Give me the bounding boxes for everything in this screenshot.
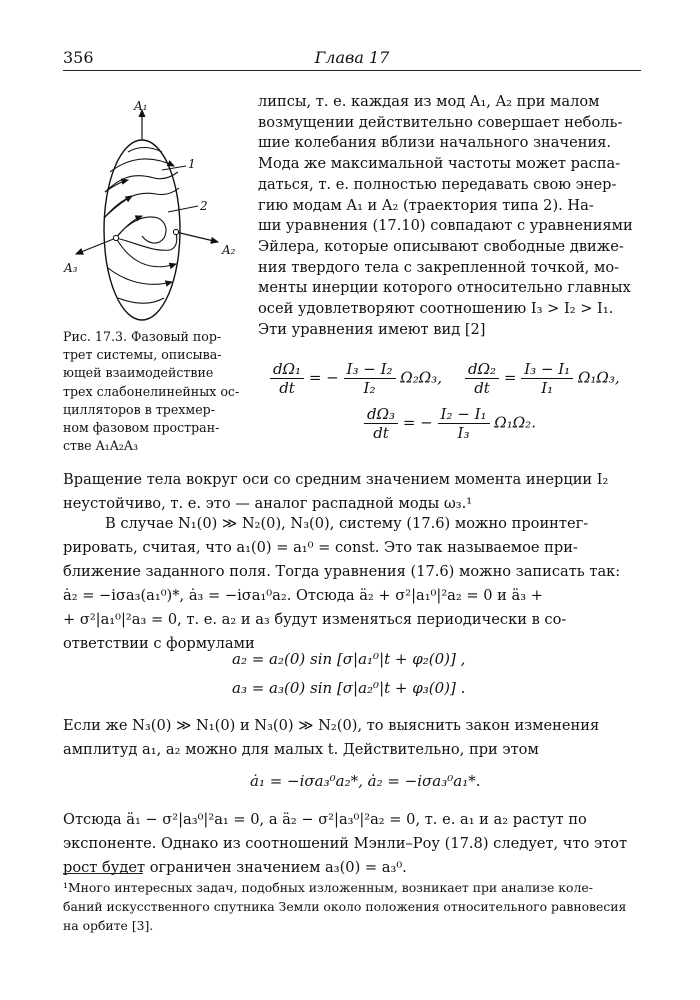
running-header xyxy=(63,46,641,71)
caption-line: Рис. 17.3. Фазовый пор- xyxy=(63,329,222,344)
footnote-line: ¹Много интересных задач, подобных изложенным, возникает при анализе коле- xyxy=(63,880,593,895)
label-2-pointer xyxy=(168,206,198,212)
text-line: даться, т. е. полностью передавать свою энер- xyxy=(258,175,617,193)
footnote-line: на орбите [3]. xyxy=(63,918,154,933)
label-trajectory-2: 2 xyxy=(200,199,208,213)
trajectory xyxy=(116,238,176,267)
phase-portrait-figure xyxy=(58,92,258,322)
label-1-pointer xyxy=(162,166,186,170)
label-a1: A₁ xyxy=(134,99,148,113)
trajectory xyxy=(105,172,178,192)
caption-line: цилляторов в трехмер- xyxy=(63,401,215,417)
text-line: + σ²|a₁⁰|²a₃ = 0, т. е. a₂ и a₃ будут изменяться периодически в со- xyxy=(63,611,567,628)
text-line: ближение заданного поля. Тогда уравнения (17.6) можно записать так: xyxy=(63,563,621,580)
caption-line: трех слабонелинейных ос- xyxy=(63,383,240,399)
text-line: осей удовлетворяют соотношению I₃ > I₂ > I₁. xyxy=(258,300,614,318)
solution-a3: a₃ = a₃(0) sin [σ|a₂⁰|t + φ₃(0)] . xyxy=(232,679,466,697)
trajectory xyxy=(118,298,164,303)
paragraph-exponential-growth xyxy=(63,808,641,880)
caption-line: стве A₁A₂A₃ xyxy=(63,438,138,454)
text-line: шие колебания вблизи начального значения. xyxy=(258,134,612,152)
right-column-text xyxy=(258,92,641,340)
derivative-equations: ȧ₁ = −iσa₃⁰a₂*, ȧ₂ = −iσa₃⁰a₁*. xyxy=(250,772,481,790)
axis-a2-arrow xyxy=(176,232,218,242)
solution-a2: a₂ = a₂(0) sin [σ|a₁⁰|t + φ₂(0)] , xyxy=(232,650,466,668)
text-line: экспоненте. Однако из соотношений Мэнли–Роу (17.8) следует, что этот xyxy=(63,835,628,852)
footnote-separator xyxy=(63,873,143,874)
text-line: неустойчиво, т. е. это — аналог распадной моды ω₃.¹ xyxy=(63,495,473,512)
text-line: липсы, т. е. каждая из мод A₁, A₂ при малом xyxy=(258,93,600,110)
saddle-point xyxy=(113,235,118,240)
axis-a3-arrow xyxy=(76,238,116,254)
caption-line: ном фазовом простран- xyxy=(63,420,220,436)
text-line: Эйлера, которые описывают свободные движе- xyxy=(258,237,624,255)
euler-equation-2: $\frac{\text{dΩ₂}}{dt}$ = $\frac{\text{I₃ − I₁}}{\text{I₁}}$ Ω₁Ω₃, xyxy=(465,360,620,397)
figure-caption xyxy=(63,328,243,455)
center-point xyxy=(173,229,178,234)
paragraph-small-t xyxy=(63,714,641,762)
caption-line: ющей взаимодействие xyxy=(63,365,214,381)
caption-line: трет системы, описыва- xyxy=(63,347,222,363)
text-line: амплитуд a₁, a₂ можно для малых t. Действительно, при этом xyxy=(63,741,539,758)
chapter-title: Глава 17 xyxy=(314,48,390,67)
footnote-line: баний искусственного спутника Земли около положения относительного равновесия xyxy=(63,899,627,914)
text-line: ȧ₂ = −iσa₃(a₁⁰)*, ȧ₃ = −iσa₁⁰a₂. Отсюда ä₂ + σ²|a₁⁰|²a₂ = 0 и ä₃ + xyxy=(63,587,543,604)
text-line: Мода же максимальной частоты может распа- xyxy=(258,155,621,173)
trajectory xyxy=(108,268,172,284)
paragraph-rotation xyxy=(63,468,641,516)
trajectory xyxy=(104,196,132,218)
text-line: ния твердого тела с закрепленной точкой, мо- xyxy=(258,258,620,276)
paragraph-given-field xyxy=(63,512,641,656)
text-line: менты инерции которого относительно главных xyxy=(258,279,631,297)
trajectory xyxy=(128,148,162,153)
euler-equation-3: $\frac{\text{dΩ₃}}{dt}$ = − $\frac{\text{I₂ − I₁}}{\text{I₃}}$ Ω₁Ω₂. xyxy=(364,405,536,442)
text-line: Эти уравнения имеют вид [2] xyxy=(258,320,486,338)
text-line: Если же N₃(0) ≫ N₁(0) и N₃(0) ≫ N₂(0), то выяснить закон изменения xyxy=(63,717,600,734)
text-line: Вращение тела вокруг оси со средним значением момента инерции I₂ xyxy=(63,471,609,488)
text-line: В случае N₁(0) ≫ N₂(0), N₃(0), систему (17.6) можно проинтег- xyxy=(105,515,589,532)
trajectory xyxy=(104,188,179,218)
text-line: рировать, считая, что a₁(0) = a₁⁰ = const. Это так называемое при- xyxy=(63,539,578,556)
text-line: Отсюда ä₁ − σ²|a₃⁰|²a₁ = 0, а ä₂ − σ²|a₃⁰|²a₂ = 0, т. е. a₁ и a₂ растут по xyxy=(63,811,587,828)
phase-portrait-diagram xyxy=(58,92,258,322)
text-line: ответствии с формулами xyxy=(63,635,255,652)
phase-ellipse xyxy=(104,140,180,320)
label-trajectory-1: 1 xyxy=(188,157,196,171)
trajectory xyxy=(116,232,177,250)
text-line: возмущении действительно совершает неболь- xyxy=(258,113,623,131)
label-a2: A₂ xyxy=(222,243,236,257)
text-line: ши уравнения (17.10) совпадают с уравнениями xyxy=(258,217,633,235)
text-line: гию модам A₁ и A₂ (траектория типа 2). На- xyxy=(258,196,594,214)
footnote xyxy=(63,878,641,935)
page-number: 356 xyxy=(63,48,94,67)
euler-equation-1: $\frac{\text{dΩ₁}}{dt}$ = − $\frac{\text{I₃ − I₂}}{\text{I₂}}$ Ω₂Ω₃, xyxy=(270,360,442,397)
text-line: рост будет ограничен значением a₃(0) = a₃⁰. xyxy=(63,859,407,876)
label-a3: A₃ xyxy=(64,261,78,275)
